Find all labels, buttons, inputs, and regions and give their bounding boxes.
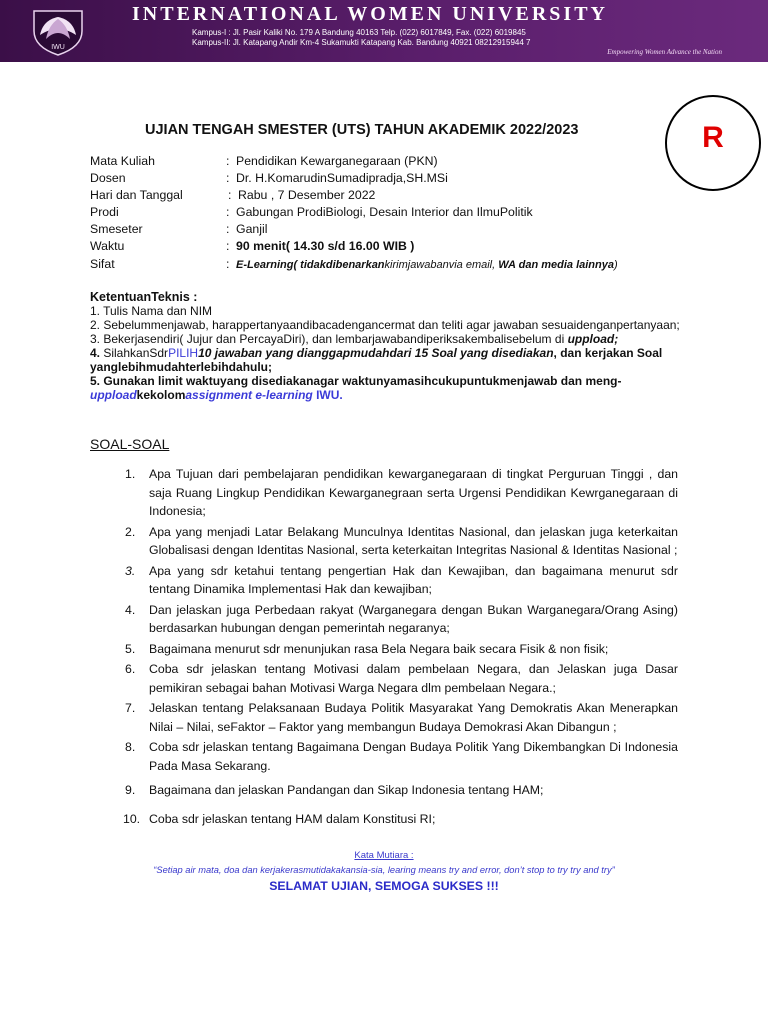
question-number: 6.: [125, 662, 136, 676]
info-label: Prodi: [90, 205, 119, 219]
closing-greeting: SELAMAT UJIAN, SEMOGA SUKSES !!!: [269, 879, 499, 893]
question-text: Coba sdr jelaskan tentang HAM dalam Konstitusi RI;: [149, 811, 436, 826]
kata-mutiara-quote: “Setiap air mata, doa dan kerjakerasmutidakakansia-sia, learing means try and error, don’t stop to try try and try”: [153, 865, 615, 875]
sifat-note-mid: kirimjawabanvia email,: [384, 259, 499, 271]
question-item: [125, 562, 678, 599]
grade-mark-letter: R: [702, 121, 724, 154]
info-value: [236, 257, 618, 271]
question-item: [125, 640, 678, 659]
question-number: 3.: [125, 563, 136, 578]
question-item: [125, 699, 678, 736]
ketentuan-item-1: 1. Tulis Nama dan NIM: [90, 304, 213, 318]
info-colon: :: [226, 222, 230, 236]
ketentuan-heading: KetentuanTeknis :: [90, 290, 198, 304]
ketentuan-item-5-assignment: assignment e-learning: [185, 388, 313, 402]
ketentuan-item-4-emph: 10 jawaban yang dianggapmudahdari 15 Soal yang disediakan: [198, 346, 554, 360]
info-label: Sifat: [90, 257, 115, 271]
info-colon: :: [226, 154, 230, 168]
question-text: Apa yang sdr ketahui tentang pengertian Hak dan Kewajiban, dan bagaimana menurut sdr tentang Dinamika Implementasi Hak dan kewajiban;: [149, 563, 678, 596]
info-value: Pendidikan Kewarganegaraan (PKN): [236, 154, 438, 168]
soal-heading: SOAL-SOAL: [90, 436, 170, 452]
question-number: 7.: [125, 701, 136, 715]
ketentuan-item-5-kolom: kekolom: [136, 388, 186, 402]
university-name: INTERNATIONAL WOMEN UNIVERSITY: [132, 3, 608, 25]
info-value: Dr. H.KomarudinSumadipradja,SH.MSi: [236, 171, 448, 185]
question-text: Apa Tujuan dari pembelajaran pendidikan kewarganegaraan di tingkat Perguruan Tinggi , dan saja Ruang Lingkup Pendidikan Kewarganegraan serta Urgensi Pendidikan Kewrganegaraan di Indonesia;: [149, 467, 678, 518]
sifat-note-end: WA dan media lainnya: [498, 259, 614, 271]
ketentuan-item-5-upload: uppload: [90, 388, 137, 402]
info-label: Waktu: [90, 239, 125, 253]
info-label: Hari dan Tanggal: [90, 188, 183, 202]
question-number: 9.: [125, 783, 136, 797]
header-banner: [0, 0, 768, 62]
ketentuan-item-5-iwu: IWU.: [312, 388, 343, 402]
ketentuan-teknis: [90, 290, 690, 402]
question-number: 5.: [125, 641, 136, 656]
question-number: 10.: [123, 811, 141, 826]
ketentuan-item-4-num: 4.: [90, 346, 104, 360]
ketentuan-item-3-text: 3. Bekerjasendiri( Jujur dan PercayaDiri), dan lembarjawabandiperiksakembalisebelum di: [90, 332, 568, 346]
campus-address-1: Kampus-I : Jl. Pasir Kaliki No. 179 A Bandung 40163 Telp. (022) 6017849, Fax. (022) 6019845: [192, 28, 526, 37]
info-value: 90 menit( 14.30 s/d 16.00 WIB ): [236, 239, 415, 253]
logo-text: IWU: [51, 44, 65, 51]
info-colon: :: [226, 239, 230, 253]
ketentuan-item-4: [90, 346, 690, 374]
question-number: 1.: [125, 467, 136, 481]
ketentuan-item-4-tail: , dan kerjakan Soal yanglebihmudahterlebihdahulu;: [90, 346, 663, 374]
ketentuan-item-5-text: 5. Gunakan limit waktuyang disediakanagar waktunyamasihcukupuntukmenjawab dan meng-: [90, 374, 622, 388]
question-number: 4.: [125, 602, 136, 617]
question-text: Bagaimana dan jelaskan Pandangan dan Sikap Indonesia tentang HAM;: [149, 783, 544, 797]
exam-title: UJIAN TENGAH SMESTER (UTS) TAHUN AKADEMIK 2022/2023: [145, 122, 579, 138]
question-item: [125, 781, 678, 800]
info-label: Smeseter: [90, 222, 143, 236]
question-text: Coba sdr jelaskan tentang Motivasi dalam pembelaan Negara, dan Jelaskan juga Dasar pemikiran sebagai bahan Motivasi Warga Negara dlm pembelaan Negara.;: [149, 662, 678, 695]
question-text: Dan jelaskan juga Perbedaan rakyat (Warganegara dengan Bukan Warganegara/Orang Asing) berdasarkan hubungan dengan pemerintah negaranya;: [149, 602, 678, 635]
info-value: Ganjil: [236, 222, 268, 236]
ketentuan-item-5: [90, 374, 690, 402]
sifat-note-start: ( tidakdibenarkan: [293, 259, 385, 271]
info-colon: :: [226, 171, 230, 185]
info-colon: :: [226, 205, 230, 219]
question-item: [125, 523, 678, 560]
info-label: Dosen: [90, 171, 126, 185]
ketentuan-item-3-upload: uppload;: [567, 332, 619, 346]
university-logo-icon: [28, 5, 88, 57]
question-text: Coba sdr jelaskan tentang Bagaimana Dengan Budaya Politik Yang Dikembangkan Di Indonesia Pada Masa Sekarang.: [149, 740, 678, 773]
question-item: [125, 601, 678, 638]
ketentuan-item-4-pilih: PILIH: [168, 346, 199, 360]
question-text: Jelaskan tentang Pelaksanaan Budaya Politik Masyarakat Yang Demokratis Akan Menerapkan Nilai – Nilai, seFaktor – Faktor yang membangun Budaya Demokrasi Akan Dibangun ;: [149, 701, 678, 734]
info-value: Rabu , 7 Desember 2022: [238, 188, 376, 202]
university-motto: Empowering Women Advance the Nation: [607, 48, 722, 56]
question-text: Apa yang menjadi Latar Belakang Munculnya Identitas Nasional, dan jelaskan juga keterkaitan Globalisasi dengan Identitas Nasional, serta keterkaitan Integritas Nasional & Identitas Nasional ;: [149, 524, 678, 557]
sifat-close: ): [613, 259, 618, 271]
ketentuan-item-2: 2. Sebelummenjawab, harappertanyaandibacadengancermat dan teliti agar jawaban sesuaidenganpertanyaan;: [90, 318, 680, 332]
question-text: Bagaimana menurut sdr menunjukan rasa Bela Negara baik secara Fisik & non fisik;: [149, 641, 609, 656]
question-item: [125, 465, 678, 521]
info-value: Gabungan ProdiBiologi, Desain Interior dan IlmuPolitik: [236, 205, 533, 219]
question-item: [125, 810, 678, 829]
sifat-mode: E-Learning: [236, 259, 294, 271]
info-colon: :: [226, 257, 230, 271]
question-item: [125, 660, 678, 697]
question-item: [125, 738, 678, 775]
info-colon: :: [228, 188, 232, 202]
ketentuan-item-4-lead: SilahkanSdr: [103, 346, 169, 360]
campus-address-2: Kampus-II: Jl. Katapang Andir Km-4 Sukamukti Katapang Kab. Bandung 40921 08212915944 7: [192, 38, 531, 47]
info-label: Mata Kuliah: [90, 154, 155, 168]
question-number: 2.: [125, 524, 136, 539]
grade-mark-circle: [665, 95, 761, 191]
ketentuan-item-3: [90, 332, 690, 346]
kata-mutiara-heading: Kata Mutiara :: [354, 850, 414, 861]
question-number: 8.: [125, 740, 136, 754]
question-list: [125, 465, 678, 830]
